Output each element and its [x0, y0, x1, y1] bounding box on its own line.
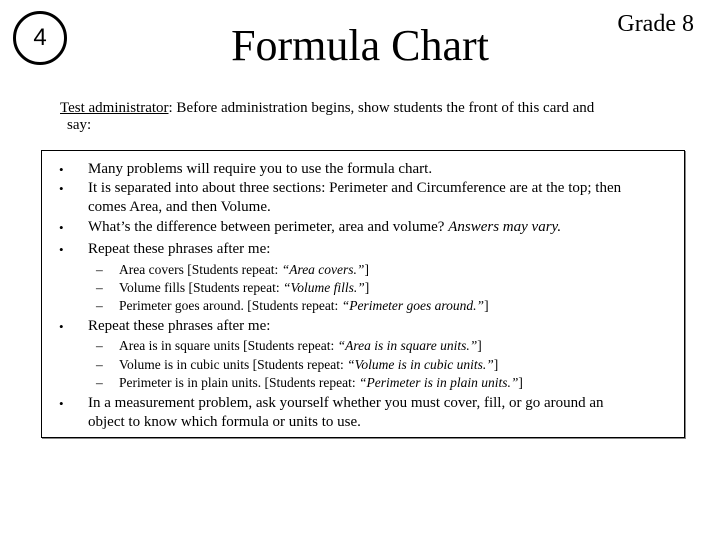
- intro-paragraph: [60, 100, 660, 134]
- bullet-text: In a measurement problem, ask yourself whether you must cover, fill, or go around an object to know which formula or units to use.: [88, 395, 604, 430]
- sub-text-end: ]: [364, 262, 369, 277]
- sub-text-end: ]: [493, 357, 499, 372]
- bullet-marker: •: [59, 181, 64, 196]
- dash-marker: –: [96, 357, 103, 372]
- sub-text-italic: “Volume is in cubic units.”: [347, 357, 494, 372]
- bullet-marker: •: [59, 319, 64, 334]
- bullet-text-italic: Answers may vary.: [448, 219, 562, 235]
- sub-text-end: ]: [518, 375, 523, 390]
- bullet-text: Repeat these phrases after me:: [88, 241, 271, 257]
- sub-text-italic: “Area covers.”: [281, 262, 365, 277]
- sub-text: Area covers [Students repeat:: [119, 262, 282, 277]
- sub-text: Area is in square units [Students repeat:: [119, 338, 338, 353]
- dash-marker: –: [96, 338, 103, 353]
- page-number: 4: [33, 24, 47, 51]
- sub-text: Perimeter goes around. [Students repeat:: [119, 298, 342, 313]
- dash-marker: –: [96, 375, 103, 390]
- bullet-marker: •: [59, 396, 64, 411]
- sub-text: Volume fills [Students repeat:: [119, 280, 283, 295]
- intro-label: Test administrator: [60, 100, 169, 116]
- bullet-text: Repeat these phrases after me:: [88, 318, 271, 334]
- intro-text-line2: say:: [67, 117, 92, 133]
- sub-text-italic: “Perimeter is in plain units.”: [358, 375, 519, 390]
- bullet-marker: •: [59, 220, 64, 235]
- sub-text: Volume is in cubic units [Students repeat:: [119, 357, 348, 372]
- bullet-marker: •: [59, 162, 64, 177]
- bullet-text: It is separated into about three sections: Perimeter and Circumference are at the top; then comes Area, and then Volume.: [88, 180, 622, 215]
- bullet-text-plain: What’s the difference between perimeter, area and volume?: [88, 219, 449, 235]
- intro-text: : Before administration begins, show students the front of this card and: [168, 100, 595, 116]
- page-title: Formula Chart: [231, 21, 489, 70]
- bullet-text: [88, 218, 638, 237]
- dash-marker: –: [96, 280, 103, 295]
- grade-label: Grade 8: [617, 11, 694, 37]
- sub-text-italic: “Volume fills.”: [282, 280, 365, 295]
- sub-text-italic: “Area is in square units.”: [337, 338, 478, 353]
- sub-text-end: ]: [477, 338, 482, 353]
- bullet-marker: •: [59, 242, 64, 257]
- sub-text: Perimeter is in plain units. [Students repeat:: [119, 375, 359, 390]
- dash-marker: –: [96, 298, 103, 313]
- sub-text-end: ]: [484, 298, 489, 313]
- dash-marker: –: [96, 262, 103, 277]
- bullet-text: Many problems will require you to use the formula chart.: [88, 161, 433, 177]
- sub-text-end: ]: [364, 280, 370, 295]
- sub-text-italic: “Perimeter goes around.”: [341, 298, 485, 313]
